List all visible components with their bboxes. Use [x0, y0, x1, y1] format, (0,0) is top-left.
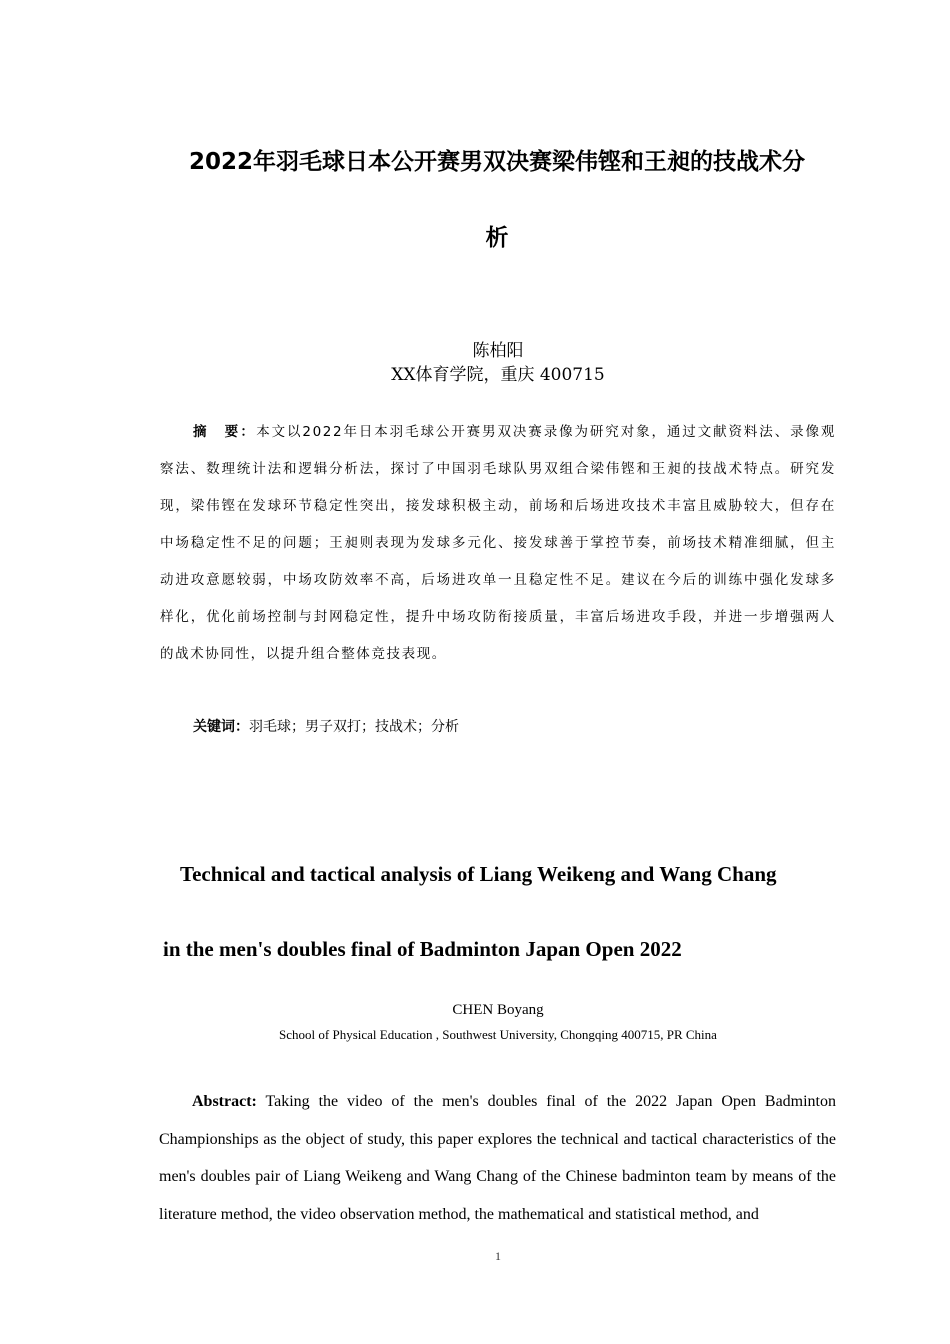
english-author: CHEN Boyang: [452, 1002, 544, 1018]
chinese-keywords-text: 羽毛球；男子双打；技战术；分析: [249, 719, 459, 735]
english-abstract-text: Taking the video of the men's doubles final of the 2022 Japan Open Badminton Championships as the object of study, this paper explores the technical and tactical characteristics of the men's doubles pair of Liang Weikeng and Wang Chang of the Chinese badminton team by means of the literature method, the video observation method, the mathematical and statistical method, and: [159, 1093, 836, 1223]
chinese-affiliation: XX体育学院，重庆 400715: [391, 365, 605, 385]
chinese-title-line-2: 析: [485, 225, 509, 251]
chinese-keywords: [193, 712, 833, 742]
chinese-abstract-label: 摘 要：: [193, 424, 257, 440]
page-number: 1: [495, 1249, 501, 1263]
chinese-keywords-label: 关键词：: [193, 719, 249, 735]
chinese-author: 陈柏阳: [472, 341, 524, 361]
chinese-title-line-1: 2022年羽毛球日本公开赛男双决赛梁伟铿和王昶的技战术分: [188, 149, 805, 175]
english-abstract-label: Abstract:: [192, 1093, 257, 1110]
english-abstract: [159, 1083, 836, 1233]
english-title-line-2: in the men's doubles final of Badminton Japan Open 2022: [163, 937, 682, 961]
chinese-abstract: [160, 414, 836, 673]
chinese-abstract-text: 本文以2022年日本羽毛球公开赛男双决赛录像为研究对象，通过文献资料法、录像观察法、数理统计法和逻辑分析法，探讨了中国羽毛球队男双组合梁伟铿和王昶的技战术特点。研究发现，梁伟铿在发球环节稳定性突出，接发球积极主动，前场和后场进攻技术丰富且威胁较大，但存在中场稳定性不足的问题；王昶则表现为发球多元化、接发球善于掌控节奏，前场技术精准细腻，但主动进攻意愿较弱，中场攻防效率不高，后场进攻单一且稳定性不足。建议在今后的训练中强化发球多样化，优化前场控制与封网稳定性，提升中场攻防衔接质量，丰富后场进攻手段，并进一步增强两人的战术协同性，以提升组合整体竞技表现。: [160, 424, 837, 662]
english-title-line-1: Technical and tactical analysis of Liang Weikeng and Wang Chang: [180, 862, 777, 886]
english-affiliation: School of Physical Education , Southwest University, Chongqing 400715, PR China: [279, 1027, 717, 1042]
